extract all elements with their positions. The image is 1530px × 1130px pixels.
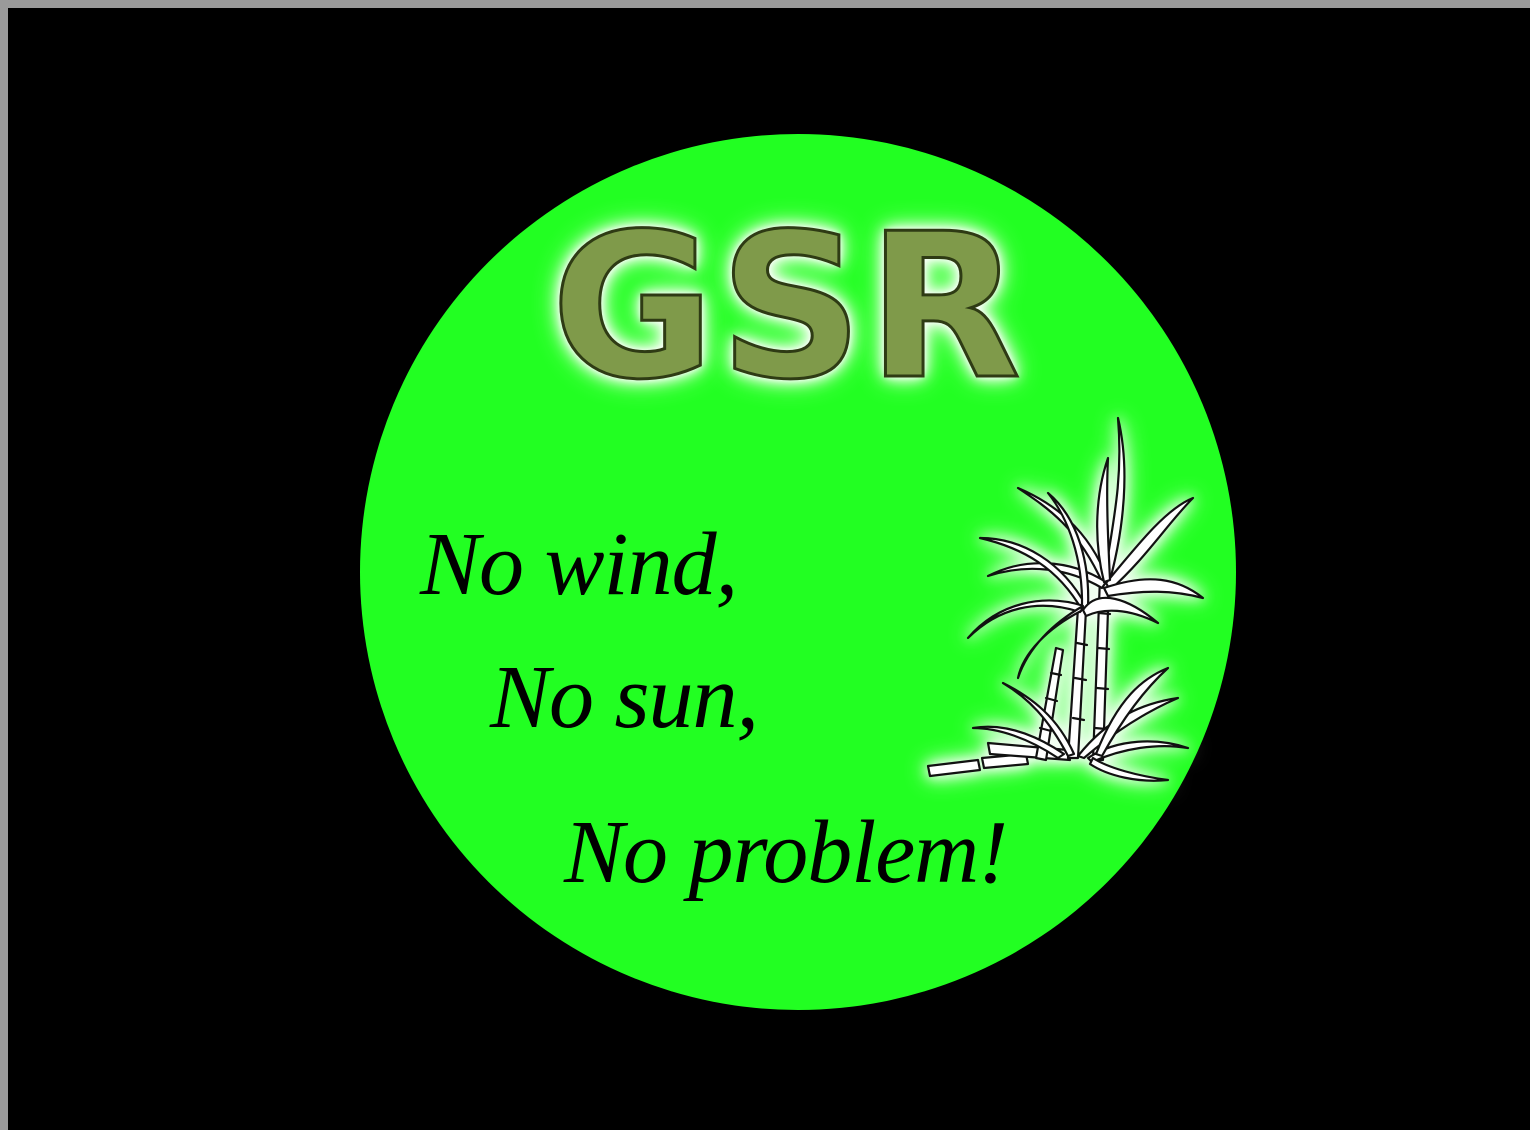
sugarcane-icon [918,398,1218,798]
slogan-line-3: No problem! [564,803,1008,902]
brand-logo-text: GSR [550,191,1026,424]
slogan-line-2: No sun, [490,648,759,747]
black-background [8,8,1530,1130]
slogan-line-1: No wind, [420,515,738,614]
